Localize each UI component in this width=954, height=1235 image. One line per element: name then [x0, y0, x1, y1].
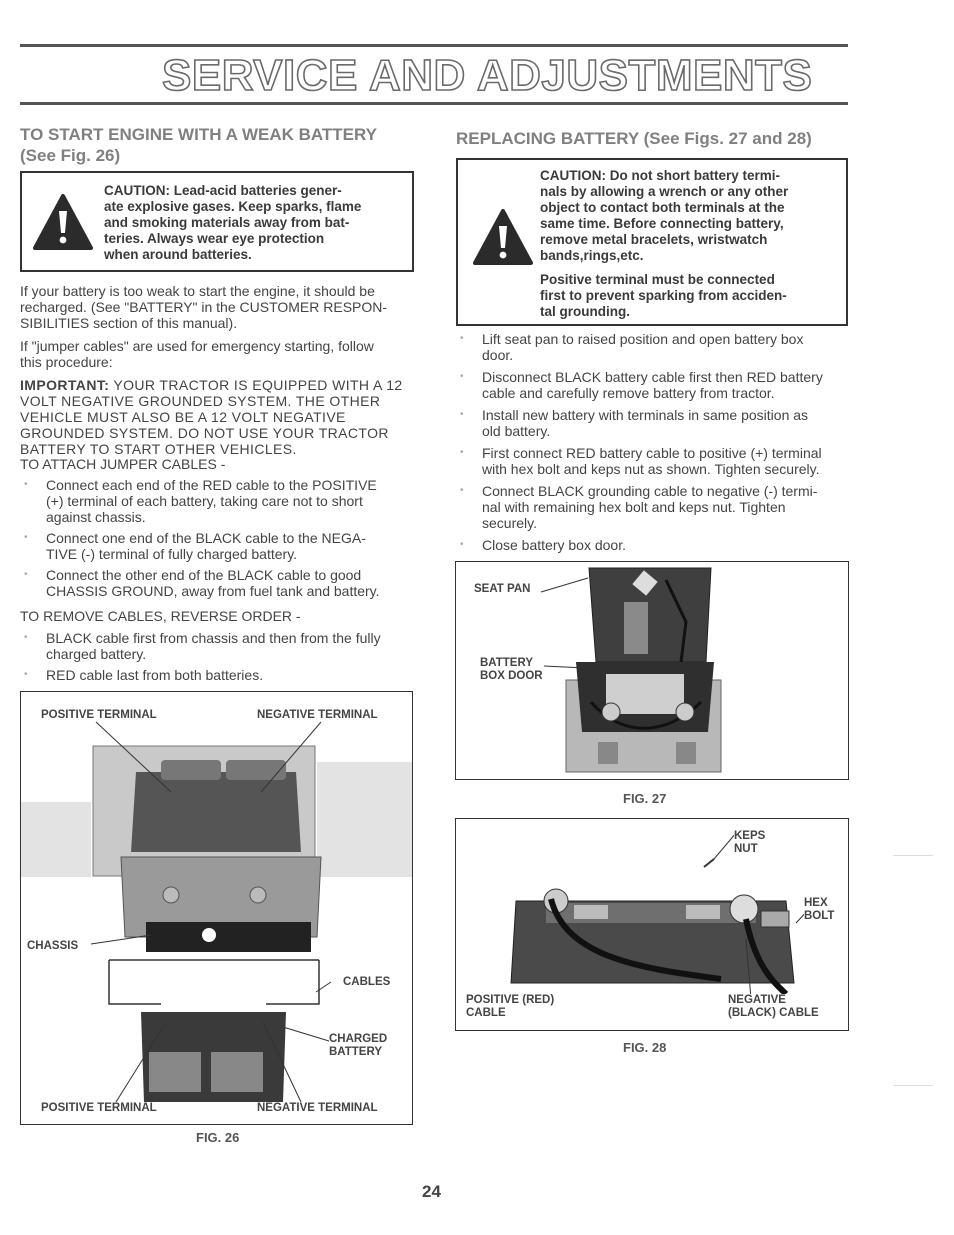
positive-terminal-label-bottom: POSITIVE TERMINAL	[41, 1102, 157, 1114]
list-item: • Install new battery with terminals in same position as old battery.	[456, 407, 852, 439]
list-item: • RED cable last from both batteries.	[20, 667, 414, 683]
jump-start-illustration	[21, 692, 413, 1125]
replacing-caution-text: CAUTION: Do not short battery termi- nals by allowing a wrench or any other object to contact both terminals at the same time. Before connecting battery, remove metal bracelets, wristwatch bands,rings,etc.	[540, 168, 789, 263]
replacing-battery-list	[456, 331, 852, 553]
warning-icon	[472, 208, 534, 266]
list-item: • Disconnect BLACK battery cable first then RED battery cable and carefully remove battery from tractor.	[456, 369, 852, 401]
weak-battery-caution-text: CAUTION: Lead-acid batteries gener- ate explosive gases. Keep sparks, flame and smoking materials away from bat- teries. Always wear eye protection when around batteries.	[104, 183, 362, 262]
replacing-caution-box	[456, 158, 848, 326]
jumper-paragraph: If "jumper cables" are used for emergency starting, follow this procedure:	[20, 338, 374, 370]
list-item: • Connect the other end of the BLACK cable to good CHASSIS GROUND, away from fuel tank and battery.	[20, 567, 414, 599]
seat-pan-label: SEAT PAN	[474, 583, 531, 595]
cables-label: CABLES	[343, 976, 391, 988]
page-title: SERVICE AND ADJUSTMENTS	[162, 51, 813, 100]
negative-black-cable-label: NEGATIVE (BLACK) CABLE	[728, 994, 819, 1019]
list-item: • BLACK cable first from chassis and then from the fully charged battery.	[20, 630, 414, 662]
weak-battery-heading: TO START ENGINE WITH A WEAK BATTERY (See Fig. 26)	[20, 125, 377, 165]
replacing-battery-heading: REPLACING BATTERY (See Figs. 27 and 28)	[456, 129, 812, 148]
figure-28	[455, 818, 849, 1031]
title-rule	[20, 102, 848, 105]
keps-nut-label: KEPS NUT	[734, 830, 766, 855]
positive-terminal-label-top: POSITIVE TERMINAL	[41, 709, 157, 721]
important-notice: IMPORTANT: YOUR TRACTOR IS EQUIPPED WITH A 12 VOLT NEGATIVE GROUNDED SYSTEM. THE OTHER VEHICLE MUST ALSO BE A 12 VOLT NEGATIVE GROUNDED SYSTEM. DO NOT USE YOUR TRACTOR BATTERY TO START OTHER VEHICLES.	[20, 377, 403, 457]
page-number: 24	[422, 1182, 441, 1201]
list-item: • Connect each end of the RED cable to the POSITIVE (+) terminal of each battery, taking care not to short against chassis.	[20, 477, 414, 525]
list-item: • Lift seat pan to raised position and open battery box door.	[456, 331, 852, 363]
list-item: • Close battery box door.	[456, 537, 852, 553]
charged-battery-label: CHARGED BATTERY	[329, 1033, 388, 1058]
attach-cables-list	[20, 477, 414, 599]
negative-terminal-label-top: NEGATIVE TERMINAL	[257, 709, 378, 721]
attach-cables-heading: TO ATTACH JUMPER CABLES -	[20, 456, 226, 472]
list-item: • First connect RED battery cable to positive (+) terminal with hex bolt and keps nut as shown. Tighten securely.	[456, 445, 852, 477]
remove-cables-list	[20, 630, 414, 683]
list-item: • Connect BLACK grounding cable to negative (-) termi- nal with remaining hex bolt and keps nut. Tighten securely.	[456, 483, 852, 531]
figure-26	[20, 691, 413, 1125]
negative-terminal-label-bottom: NEGATIVE TERMINAL	[257, 1102, 378, 1114]
chassis-label: CHASSIS	[27, 940, 79, 952]
hex-bolt-label: HEX BOLT	[804, 897, 835, 922]
positive-terminal-warning: Positive terminal must be connected first to prevent sparking from acciden- tal grounding.	[540, 272, 787, 319]
list-item: • Connect one end of the BLACK cable to the NEGA- TIVE (-) terminal of fully charged battery.	[20, 530, 414, 562]
top-rule	[20, 44, 848, 47]
scan-mark	[893, 855, 933, 856]
figure-27	[455, 561, 849, 780]
warning-icon	[32, 193, 94, 251]
battery-box-door-label: BATTERY BOX DOOR	[480, 657, 543, 682]
figure-28-caption: FIG. 28	[623, 1040, 667, 1055]
remove-cables-heading: TO REMOVE CABLES, REVERSE ORDER -	[20, 608, 301, 624]
positive-red-cable-label: POSITIVE (RED) CABLE	[466, 994, 555, 1019]
recharge-paragraph: If your battery is too weak to start the engine, it should be recharged. (See "BATTERY" in the CUSTOMER RESPON- SIBILITIES section of this manual).	[20, 283, 388, 331]
figure-27-caption: FIG. 27	[623, 791, 667, 806]
figure-26-caption: FIG. 26	[196, 1130, 240, 1145]
scan-mark	[893, 1085, 933, 1086]
weak-battery-caution-box	[20, 171, 414, 272]
